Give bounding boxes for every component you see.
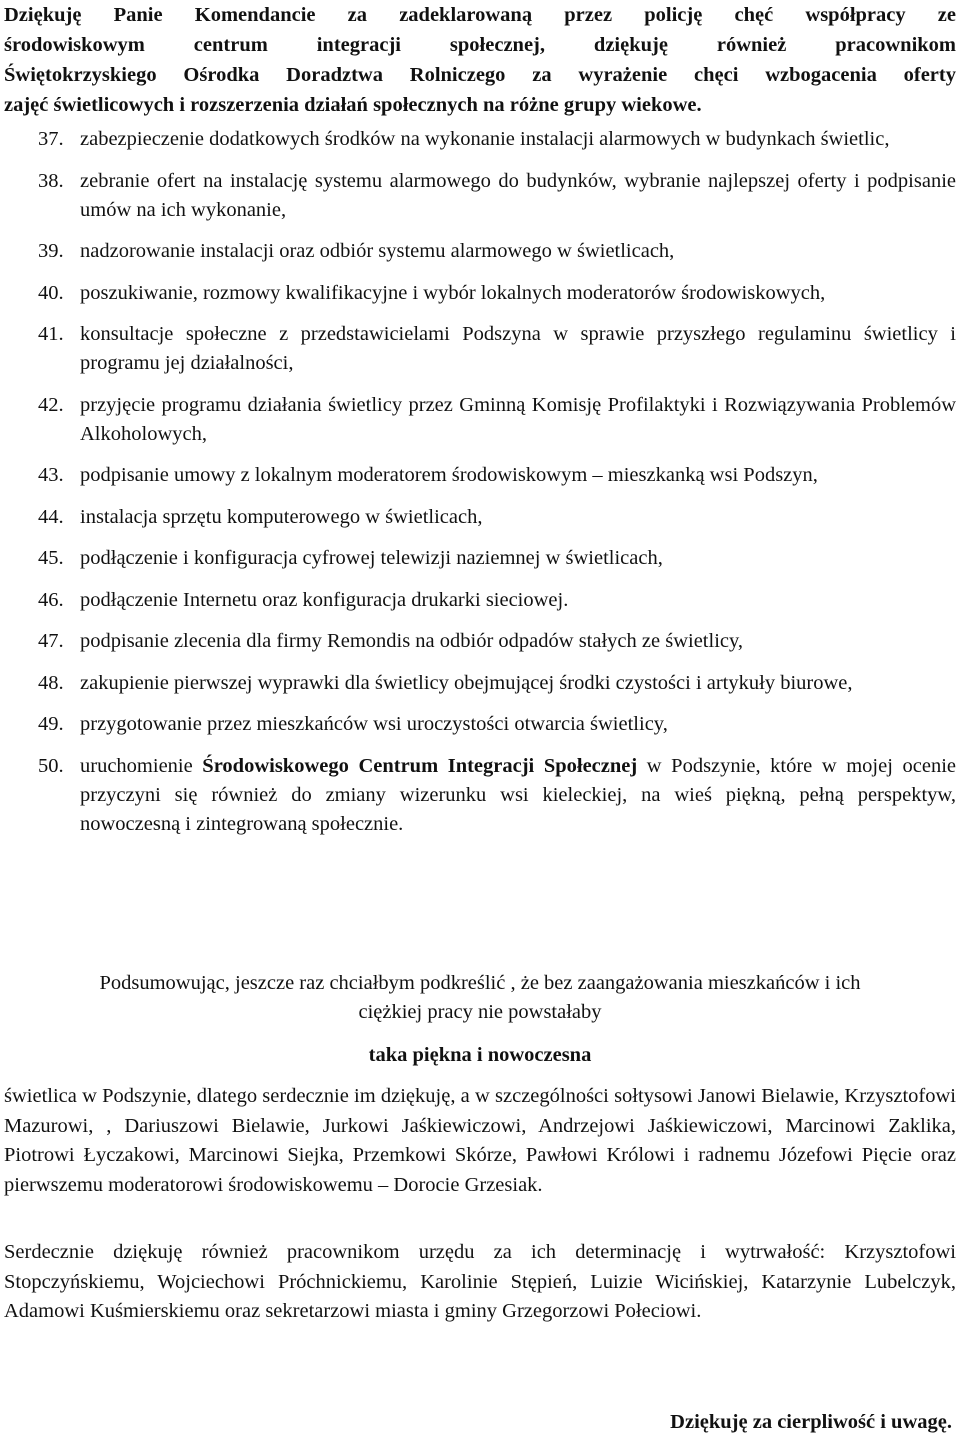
list-item [38,752,956,839]
list-item-number: 39. [38,240,64,262]
list-item [38,167,956,225]
list-item [38,279,956,308]
list-item-text: podłączenie Internetu oraz konfiguracja drukarki sieciowej. [80,588,569,611]
list-item-text-lead: uruchomienie [80,754,203,777]
summary-line: Podsumowując, jeszcze raz chciałbym podkreślić , że bez zaangażowania mieszkańców i ich [99,972,861,994]
intro-line: środowiskowym centrum integracji społecznej, dziękuję również pracownikom [4,34,956,56]
list-item-text: poszukiwanie, rozmowy kwalifikacyjne i wybór lokalnych moderatorów środowiskowych, [80,281,826,304]
list-item-number: 37. [38,128,64,150]
list-item [38,586,956,615]
intro-line: Dziękuję Panie Komendancie za zadeklarowaną przez policję chęć współpracy ze [4,4,956,26]
list-item-text: przygotowanie przez mieszkańców wsi uroczystości otwarcia świetlicy, [80,713,668,735]
intro-line: Świętokrzyskiego Ośrodka Doradztwa Rolniczego za wyrażenie chęci wzbogacenia oferty [4,64,956,86]
numbered-list [38,125,956,851]
list-item-number: 46. [38,588,64,611]
list-item-number: 40. [38,281,64,304]
list-item [38,627,956,656]
list-item-text: zakupienie pierwszej wyprawki dla świetlicy obejmującej środki czystości i artykuły biurowe, [80,671,853,694]
list-item-text: podłączenie i konfiguracja cyfrowej telewizji naziemnej w świetlicach, [80,547,663,569]
summary-line: ciężkiej pracy nie powstałaby [358,1001,602,1023]
thanks-paragraph: świetlica w Podszynie, dlatego serdecznie im dziękuję, a w szczególności sołtysowi Janowi Bielawie, Krzysztofowi Mazurowi, , Dariuszowi Bielawie, Jurkowi Jaśkiewiczowi, Andrzejowi Jaśkiewiczowi, Marcinowi Zaklika, Piotrowi Łyczakowi, Marcinowi Siejka, Przemkowi Skórze, Pawłowi Królowi i radnemu Józefowi Pięcie oraz pierwszemu moderatorowi środowiskowemu – Dorocie Grzesiak. [4,1085,956,1196]
center-name-bold: Środowiskowego Centrum Integracji Społecznej [202,754,638,777]
highlight-phrase: taka piękna i nowoczesna [368,1044,592,1066]
list-item-number: 43. [38,464,64,486]
list-item [38,237,956,266]
list-item-text: przyjęcie programu działania świetlicy przez Gminną Komisję Profilaktyki i Rozwiązywania Problemów Alkoholowych, [80,393,956,445]
list-item-text: podpisanie zlecenia dla firmy Remondis na odbiór odpadów stałych ze świetlicy, [80,630,744,652]
list-item-number: 49. [38,713,64,735]
list-item [38,461,956,490]
list-item-text: nadzorowanie instalacji oraz odbiór systemu alarmowego w świetlicach, [80,240,675,262]
intro-paragraph [4,0,956,120]
list-item-number: 42. [38,393,64,416]
list-item-number: 38. [38,169,64,192]
list-item-text: instalacja sprzętu komputerowego w świetlicach, [80,505,483,528]
list-item-text-tail: w Podszynie, które w mojej ocenie przyczyni się również do zmiany wizerunku wsi kieleckiej, na wieś piękną, pełną perspektyw, nowoczesną i zintegrowaną społecznie. [80,754,956,835]
list-item-number: 50. [38,754,64,777]
list-item [38,544,956,573]
list-item [38,710,956,739]
list-item-number: 44. [38,505,64,528]
list-item-text: zebranie ofert na instalację systemu alarmowego do budynków, wybranie najlepszej oferty i podpisanie umów na ich wykonanie, [80,169,956,221]
list-item [38,125,956,154]
intro-line: zajęć świetlicowych i rozszerzenia działań społecznych na różne grupy wiekowe. [4,94,702,116]
list-item [38,320,956,378]
list-item-number: 41. [38,323,64,345]
summary-paragraph [0,969,960,1027]
list-item [38,391,956,449]
list-item-text: zabezpieczenie dodatkowych środków na wykonanie instalacji alarmowych w budynkach świetlic, [80,128,890,150]
list-item-number: 48. [38,671,64,694]
closing-line: Dziękuję za cierpliwość i uwagę. [670,1411,952,1433]
list-item [38,669,956,698]
thanks-paragraph: Serdecznie dziękuję również pracownikom urzędu za ich determinację i wytrwałość: Krzysztofowi Stopczyńskiemu, Wojciechowi Próchnickiemu, Karolinie Stępień, Luizie Wicińskiej, Katarzynie Lubelczyk, Adamowi Kuśmierskiemu oraz sekretarzowi miasta i gminy Grzegorzowi Połeciowi. [4,1241,956,1322]
list-item-text: konsultacje społeczne z przedstawicielami Podszyna w sprawie przyszłego regulaminu świetlicy i programu jej działalności, [80,323,956,374]
list-item-number: 47. [38,630,64,652]
list-item-text [80,752,956,839]
list-item [38,503,956,532]
list-item-number: 45. [38,547,64,569]
list-item-text: podpisanie umowy z lokalnym moderatorem środowiskowym – mieszkanką wsi Podszyn, [80,464,818,486]
